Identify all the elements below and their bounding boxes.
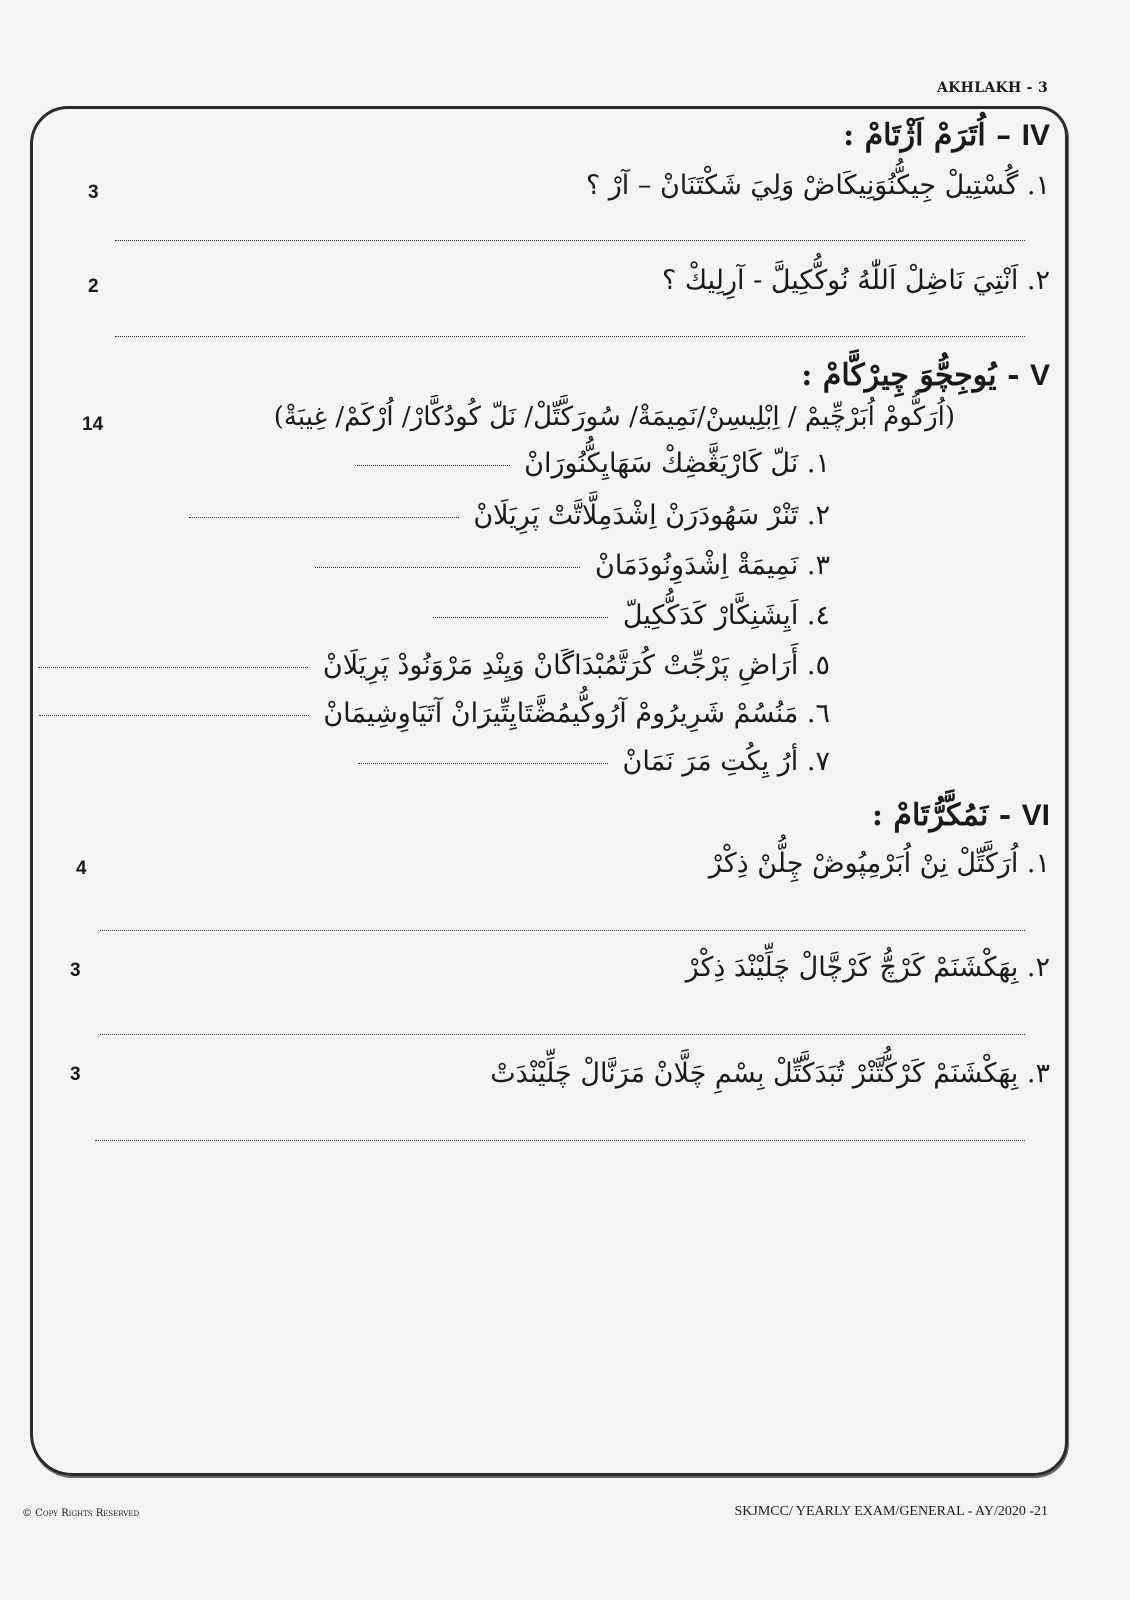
answer-line[interactable] (115, 240, 1025, 241)
section-v-item-1 (355, 448, 830, 479)
section-vi-question-3-mark: 3 (70, 1064, 81, 1085)
blank-line[interactable] (315, 566, 580, 568)
section-v-item-7 (358, 746, 830, 777)
section-v-item-2-text: ٢. تَنْرْ سَهُودَرَنْ اِشْدَمِلَّاتَّتْ پَرِيَلَانْ (473, 500, 830, 531)
section-v-item-7-text: ٧. أرُ يِكُتِ مَرَ نَمَانْ (622, 746, 830, 777)
section-v-item-5-text: ٥. أَرَاڞِ پَرْجِّتْ كُرَتَّمُبْدَاگَانْ وَيِنْدِ مَرْوَنُودْ پَرِيَلَانْ (322, 650, 830, 681)
section-v-item-1-text: ١. نَلّ كَارْيَڠَّڞِكْ سَهَايِكُّنُورَانْ (524, 448, 830, 479)
section-iv-question-1: ١. گُسْتِيلْ جِيكُّنُوَنِيكَاڞْ وَلِيَ شَكْتَنَانْ – آرْ ؟ (585, 170, 1050, 201)
section-iv-heading (843, 118, 1050, 153)
section-vi-question-2-mark: 3 (70, 960, 81, 981)
answer-line[interactable] (100, 930, 1025, 931)
exam-reference: SKJMCC/ YEARLY EXAM/GENERAL - AY/2020 -21 (734, 1504, 1048, 1519)
section-v-item-5 (38, 650, 830, 681)
answer-line[interactable] (100, 1034, 1025, 1035)
section-v-item-3-text: ٣. نَمِيمَةْ اِشْدَوِنُودَمَانْ (595, 550, 830, 581)
blank-line[interactable] (38, 666, 308, 668)
section-v-mark: 14 (82, 414, 104, 435)
blank-line[interactable] (433, 616, 608, 618)
section-iv-question-2: ٢. اَنْتِيَ نَاڞِلْ اَللّٰهُ نُوكُّكِيلَّ - آرِلِيكْ ؟ (661, 265, 1050, 296)
answer-line[interactable] (95, 1140, 1025, 1141)
section-vi-heading (872, 798, 1050, 833)
section-v-title: - يُوجِچُّوَ چِيرْكَّامْ : (801, 358, 1020, 393)
copyright-notice: © Copy Rights Reserved (22, 1508, 140, 1519)
section-v-item-6-text: ٦. مَنُسُمْ شَرِيرُومْ آرُوكُّيمُڞَّتَايِتِّيرَانْ آتَيَاوِشِيمَانْ (323, 698, 830, 729)
section-vi-roman: VI (1021, 799, 1050, 832)
section-iv-question-2-mark: 2 (88, 276, 99, 297)
section-v-word-bank: (اُرَكُّومْ اُبَرْچِّيمْ / اِبْلِيسِنْ/نَمِيمَةْ/ سُورَكَّتِّلْ/ نَلّ كُودُكَّارْ/ اُرْكَمْ/ غِيبَةْ) (273, 402, 955, 432)
section-vi-question-1-mark: 4 (76, 858, 87, 879)
blank-line[interactable] (39, 714, 309, 716)
blank-line[interactable] (358, 762, 608, 764)
section-iv-title: – اُتَرَمْ اَژْتَامْ : (843, 118, 1012, 153)
blank-line[interactable] (355, 464, 510, 466)
section-vi-question-3: ٣. بِهَكْشَنَمْ كَرْكُّتَّنْرْ تُبَدَكَّتِّلْ بِسْمِ چَلَّانْ مَرَنَّالْ چَلِّيْنْدَتْ (490, 1058, 1050, 1089)
page-code: AKHLAKH - 3 (937, 80, 1048, 96)
section-v-roman: V (1029, 359, 1050, 392)
section-v-item-4 (433, 600, 830, 631)
section-v-item-6 (39, 698, 830, 729)
section-v-item-3 (315, 550, 830, 581)
section-vi-question-2: ٢. بِهَكْشَنَمْ كَرْچُّ كَرْچَّالْ چَلِّيْنْدَ ذِكْرْ (685, 952, 1050, 983)
question-frame (30, 106, 1068, 1476)
section-vi-question-1: ١. اُرَكَّتِّلْ نِنْ اُبَرْمِپُوڞْ چِلُّنْ ذِكْرْ (708, 848, 1050, 879)
section-vi-title: - نَمُكَّرُّتَامْ : (871, 798, 1012, 833)
section-v-heading (801, 358, 1050, 393)
section-v-item-4-text: ٤. اَيِشَنِكَّارْ كَدَكُّكِيلّ (622, 600, 830, 631)
answer-line[interactable] (115, 336, 1025, 337)
section-v-item-2 (189, 500, 830, 531)
section-iv-roman: IV (1021, 119, 1050, 152)
section-iv-question-1-mark: 3 (88, 182, 99, 203)
blank-line[interactable] (189, 516, 459, 518)
